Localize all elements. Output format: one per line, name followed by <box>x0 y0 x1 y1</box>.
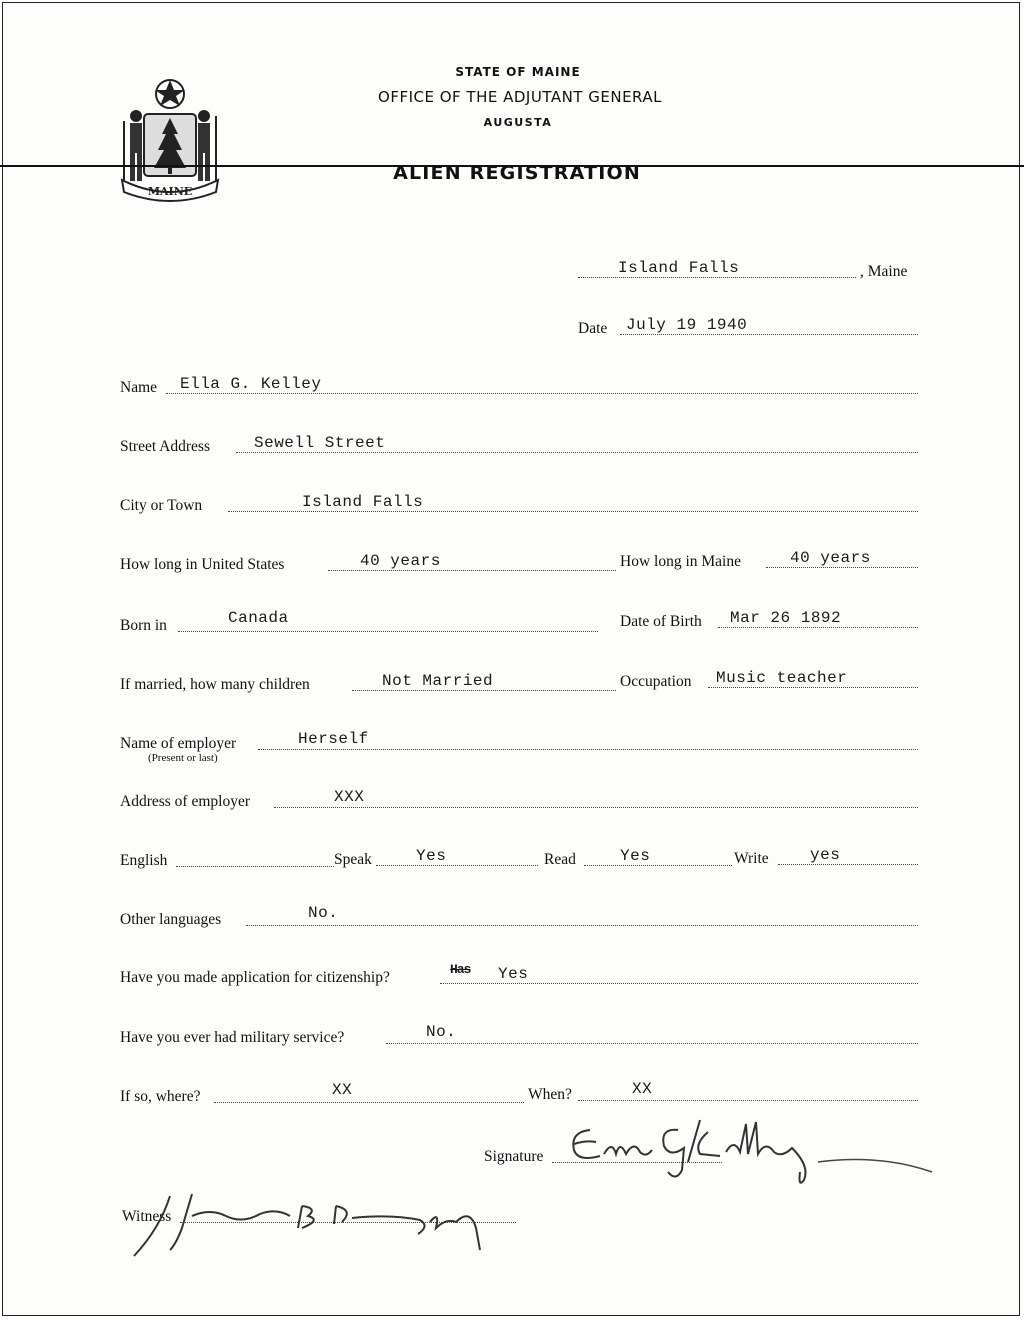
employer-label: Name of employer <box>120 735 237 752</box>
military-label: Have you ever had military service? <box>120 1029 345 1046</box>
citizenship-value: Yes <box>498 965 529 983</box>
witness-label: Witness <box>122 1208 172 1225</box>
military-line <box>386 1043 918 1044</box>
employer-value: Herself <box>298 730 369 748</box>
children-value: Not Married <box>382 672 494 690</box>
read-value: Yes <box>620 847 651 865</box>
occupation-label: Occupation <box>620 673 692 690</box>
employer-line <box>258 749 918 750</box>
dob-line <box>718 627 918 628</box>
date-label: Date <box>578 320 608 337</box>
born-in-label: Born in <box>120 617 167 634</box>
speak-label: Speak <box>334 851 372 868</box>
street-value: Sewell Street <box>254 434 386 452</box>
citizenship-line <box>440 983 918 984</box>
date-value: July 19 1940 <box>626 316 748 334</box>
city-label: City or Town <box>120 497 203 514</box>
read-line <box>584 865 732 866</box>
street-label: Street Address <box>120 438 210 455</box>
where-value: XX <box>332 1081 353 1099</box>
speak-line <box>376 865 538 866</box>
other-languages-line <box>246 925 918 926</box>
where-line <box>214 1102 524 1103</box>
name-label: Name <box>120 379 158 396</box>
write-value: yes <box>810 846 841 864</box>
occupation-line <box>708 687 918 688</box>
maine-duration-value: 40 years <box>790 549 871 567</box>
street-line <box>236 452 918 453</box>
born-in-line <box>178 631 598 632</box>
seal-text: MAINE <box>147 185 193 198</box>
maine-state-seal-icon <box>112 76 228 206</box>
us-duration-line <box>328 570 616 571</box>
date-line <box>620 334 918 335</box>
employer-address-value: XXX <box>334 788 365 806</box>
other-languages-label: Other languages <box>120 911 222 928</box>
when-value: XX <box>632 1080 653 1098</box>
write-label: Write <box>734 850 769 867</box>
children-line <box>352 690 616 691</box>
signature-handwriting-icon <box>560 1110 940 1190</box>
other-languages-value: No. <box>308 904 339 922</box>
english-line <box>176 866 334 867</box>
witness-handwriting-icon <box>130 1188 510 1260</box>
signature-label: Signature <box>484 1148 544 1165</box>
military-value: No. <box>426 1023 457 1041</box>
employer-address-label: Address of employer <box>120 793 250 810</box>
name-value: Ella G. Kelley <box>180 375 322 393</box>
employer-address-line <box>274 807 918 808</box>
place-line <box>578 277 856 278</box>
maine-duration-line <box>766 567 918 568</box>
when-label: When? <box>528 1086 572 1103</box>
place-suffix: , Maine <box>860 263 908 280</box>
write-line <box>778 864 918 865</box>
english-label: English <box>120 852 168 869</box>
maine-duration-label: How long in Maine <box>620 553 741 570</box>
read-label: Read <box>544 851 576 868</box>
place-value: Island Falls <box>618 259 740 277</box>
speak-value: Yes <box>416 847 447 865</box>
us-duration-value: 40 years <box>360 552 441 570</box>
us-duration-label: How long in United States <box>120 556 285 573</box>
citizenship-struck-value: Has <box>450 962 471 977</box>
occupation-value: Music teacher <box>716 669 848 687</box>
dob-label: Date of Birth <box>620 613 702 630</box>
where-label: If so, where? <box>120 1088 201 1105</box>
employer-sublabel: (Present or last) <box>148 752 218 764</box>
city-line <box>228 511 918 512</box>
children-label: If married, how many children <box>120 676 310 693</box>
born-in-value: Canada <box>228 609 289 627</box>
name-line <box>166 393 918 394</box>
form-title: ALIEN REGISTRATION <box>0 162 1024 167</box>
when-line <box>578 1100 918 1101</box>
city-value: Island Falls <box>302 493 424 511</box>
citizenship-label: Have you made application for citizenship? <box>120 969 390 986</box>
dob-value: Mar 26 1892 <box>730 609 842 627</box>
